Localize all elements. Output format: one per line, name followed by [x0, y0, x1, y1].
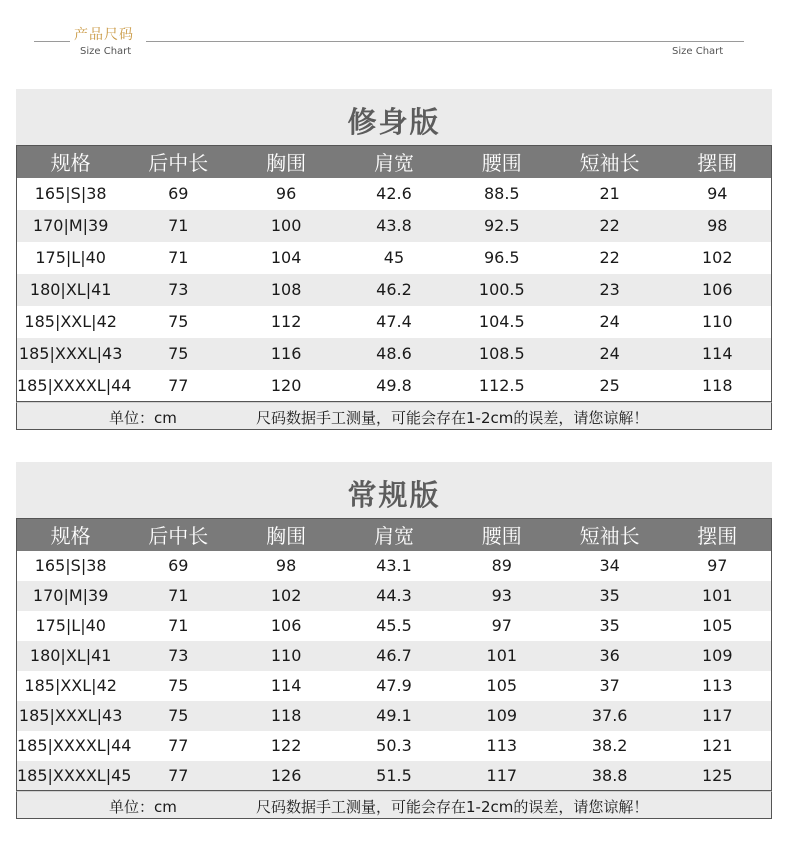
table-cell: 38.8: [591, 765, 628, 785]
table-cell: 185|XXXXL|44: [17, 375, 132, 395]
table-cell: 175|L|40: [35, 248, 106, 267]
slim-fit-table: [16, 145, 772, 402]
column-header: 肩宽: [373, 524, 414, 549]
table-cell: 92.5: [483, 216, 520, 235]
table-cell: 47.4: [376, 312, 412, 331]
table-cell: 47.9: [376, 676, 412, 695]
table-cell: 102: [702, 248, 733, 267]
header-subtitle-right: Size Chart: [672, 46, 724, 57]
table-cell: 89: [491, 556, 512, 575]
table-row: [17, 242, 772, 274]
table-cell: 71: [168, 248, 189, 267]
table-cell: 185|XXXL|43: [18, 706, 123, 725]
table-cell: 110: [270, 646, 302, 665]
table-cell: 110: [702, 312, 733, 331]
table-cell: 180|XL|41: [29, 646, 112, 665]
table-row: [17, 551, 772, 581]
table-cell: 69: [168, 184, 189, 203]
table-cell: 71: [168, 216, 189, 235]
table-cell: 105: [486, 676, 518, 695]
table-cell: 77: [168, 375, 189, 395]
table-cell: 117: [486, 765, 518, 785]
table-cell: 118: [270, 706, 302, 725]
table-cell: 97: [707, 556, 728, 575]
table-cell: 24: [599, 344, 620, 363]
table-cell: 36: [599, 646, 620, 665]
table-cell: 165|S|38: [34, 184, 107, 203]
table-cell: 23: [599, 280, 620, 299]
table-cell: 185|XXXXL|45: [17, 765, 132, 785]
table-row: [17, 370, 772, 402]
table-cell: 73: [168, 280, 189, 299]
table-cell: 175|L|40: [35, 616, 106, 635]
table-cell: 117: [702, 706, 733, 725]
table-cell: 112: [270, 312, 302, 331]
table-cell: 118: [702, 375, 733, 395]
regular-fit-title-band: [16, 462, 772, 518]
table-cell: 88.5: [483, 184, 520, 203]
table-cell: 96.5: [483, 248, 520, 267]
table-cell: 108: [270, 280, 302, 299]
column-header: 后中长: [148, 524, 209, 549]
table-cell: 113: [702, 676, 733, 695]
slim-fit-note-row: [16, 402, 772, 430]
table-row: [17, 731, 772, 761]
table-cell: 77: [168, 736, 189, 755]
table-cell: 104: [270, 248, 302, 267]
table-cell: 42.6: [376, 184, 412, 203]
table-cell: 109: [702, 646, 733, 665]
table-cell: 93: [491, 586, 512, 605]
table-cell: 165|S|38: [34, 556, 107, 575]
table-cell: 114: [270, 676, 302, 695]
table-cell: 35: [599, 616, 620, 635]
table-cell: 37: [599, 676, 620, 695]
table-cell: 98: [275, 556, 297, 575]
measurement-disclaimer: 尺码数据手工测量，可能会存在1-2cm的误差，请您谅解！: [256, 798, 649, 816]
table-cell: 120: [270, 375, 302, 395]
column-header: 胸围: [266, 524, 307, 549]
table-cell: 50.3: [376, 736, 412, 755]
table-row: [17, 306, 772, 338]
header-divider-left: [34, 41, 70, 42]
table-cell: 73: [168, 646, 189, 665]
table-cell: 22: [599, 248, 620, 267]
table-cell: 44.3: [376, 586, 412, 605]
table-cell: 34: [599, 556, 620, 575]
table-cell: 77: [168, 765, 189, 785]
table-cell: 185|XXL|42: [24, 312, 117, 331]
table-cell: 122: [270, 736, 302, 755]
regular-fit-note-row: [16, 791, 772, 819]
column-header: 规格: [50, 524, 91, 549]
header-subtitle: Size Chart: [80, 46, 132, 57]
table-cell: 170|M|39: [32, 216, 109, 235]
measurement-disclaimer: 尺码数据手工测量，可能会存在1-2cm的误差，请您谅解！: [256, 409, 649, 427]
table-cell: 185|XXXL|43: [18, 344, 123, 363]
table-cell: 121: [702, 736, 733, 755]
table-cell: 46.7: [376, 646, 412, 665]
table-cell: 101: [702, 586, 733, 605]
table-cell: 105: [702, 616, 733, 635]
table-row: [17, 641, 772, 671]
table-row: [17, 210, 772, 242]
table-cell: 180|XL|41: [29, 280, 112, 299]
table-cell: 96: [275, 184, 297, 203]
table-header-row: [17, 146, 772, 178]
table-cell: 48.6: [376, 344, 412, 363]
table-cell: 109: [486, 706, 518, 725]
column-header: 腰围: [481, 151, 522, 176]
table-cell: 43.8: [376, 216, 412, 235]
column-header: 腰围: [481, 524, 522, 549]
slim-fit-title-band: [16, 89, 772, 145]
table-cell: 51.5: [376, 765, 412, 785]
column-header: 摆围: [697, 524, 738, 549]
table-cell: 75: [168, 344, 189, 363]
table-cell: 101: [486, 646, 518, 665]
column-header: 后中长: [148, 151, 209, 176]
table-cell: 45: [383, 248, 405, 267]
table-cell: 106: [270, 616, 302, 635]
table-cell: 71: [168, 586, 189, 605]
table-cell: 126: [270, 765, 302, 785]
table-row: [17, 611, 772, 641]
table-cell: 100.5: [478, 280, 525, 299]
table-cell: 170|M|39: [32, 586, 109, 605]
table-cell: 125: [702, 765, 733, 785]
table-cell: 185|XXL|42: [24, 676, 117, 695]
table-header-row: [17, 519, 772, 551]
header-title: 产品尺码: [74, 27, 134, 43]
table-cell: 45.5: [376, 616, 412, 635]
header-divider-right: [146, 41, 744, 42]
table-cell: 22: [599, 216, 620, 235]
column-header: 规格: [50, 151, 91, 176]
column-header: 摆围: [697, 151, 738, 176]
regular-fit-table: [16, 518, 772, 791]
column-header: 短袖长: [579, 151, 640, 176]
table-cell: 100: [270, 216, 302, 235]
table-row: [17, 581, 772, 611]
table-cell: 49.8: [376, 375, 412, 395]
column-header: 肩宽: [373, 151, 414, 176]
table-row: [17, 274, 772, 306]
unit-note: 单位：cm: [109, 798, 177, 816]
table-cell: 75: [168, 676, 189, 695]
table-row: [17, 671, 772, 701]
table-cell: 185|XXXXL|44: [17, 736, 132, 755]
table-cell: 21: [599, 184, 620, 203]
slim-fit-section: [16, 89, 772, 430]
table-cell: 37.6: [591, 706, 628, 725]
table-row: [17, 178, 772, 210]
table-cell: 104.5: [478, 312, 525, 331]
table-cell: 94: [707, 184, 728, 203]
table-row: [17, 761, 772, 791]
table-cell: 98: [707, 216, 728, 235]
regular-fit-section: [16, 462, 772, 819]
unit-note: 单位：cm: [109, 409, 177, 427]
slim-fit-title: 修身版: [347, 104, 441, 139]
table-row: [17, 338, 772, 370]
table-cell: 106: [702, 280, 733, 299]
table-cell: 102: [270, 586, 302, 605]
column-header: 短袖长: [579, 524, 640, 549]
table-cell: 113: [486, 736, 518, 755]
table-cell: 25: [599, 375, 620, 395]
table-row: [17, 701, 772, 731]
column-header: 胸围: [266, 151, 307, 176]
table-cell: 24: [599, 312, 620, 331]
table-cell: 43.1: [376, 556, 412, 575]
regular-fit-title: 常规版: [347, 477, 441, 512]
table-cell: 108.5: [478, 344, 525, 363]
table-cell: 114: [702, 344, 733, 363]
page-header: [0, 0, 790, 70]
table-cell: 38.2: [591, 736, 628, 755]
table-cell: 97: [491, 616, 512, 635]
table-cell: 46.2: [376, 280, 412, 299]
table-cell: 75: [168, 706, 189, 725]
table-cell: 35: [599, 586, 620, 605]
table-cell: 69: [168, 556, 189, 575]
table-cell: 112.5: [478, 375, 525, 395]
table-cell: 75: [168, 312, 189, 331]
table-cell: 49.1: [376, 706, 412, 725]
table-cell: 71: [168, 616, 189, 635]
table-cell: 116: [270, 344, 302, 363]
